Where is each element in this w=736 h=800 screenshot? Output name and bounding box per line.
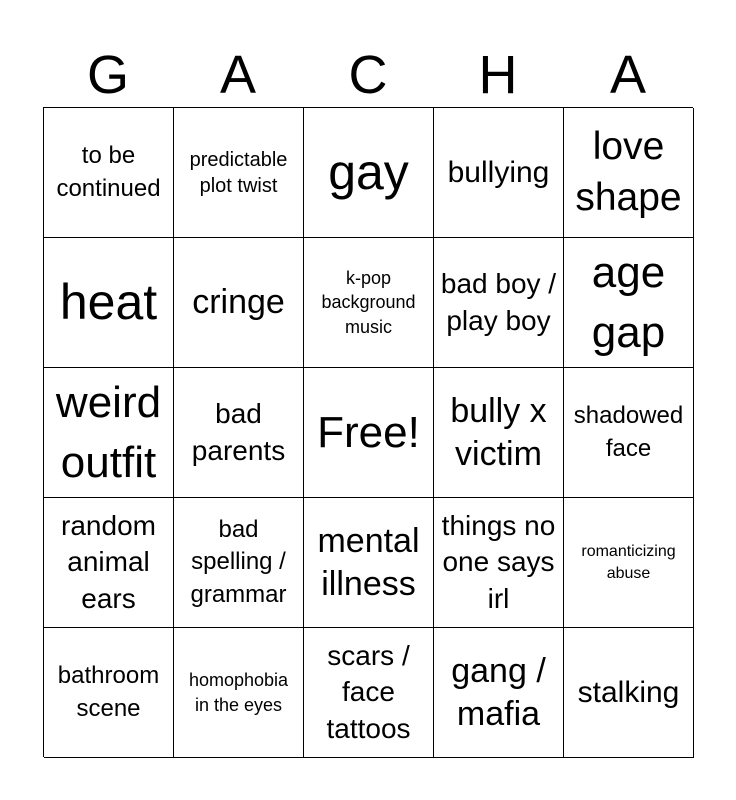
free-space[interactable] [304,368,434,498]
cell-label: stalking [577,675,680,709]
cell-label: gay [328,144,409,200]
bingo-cell[interactable] [174,108,304,238]
bingo-cell[interactable] [304,108,434,238]
cell-label: Free! [317,407,420,457]
cell-label: love shape [575,124,682,219]
cell-label: age gap [591,248,666,357]
bingo-cell[interactable] [174,498,304,628]
bingo-board [43,107,693,757]
cell-label: bad parents [191,398,286,466]
bingo-cell[interactable] [564,368,694,498]
bingo-cell[interactable] [304,498,434,628]
bingo-cell[interactable] [434,238,564,368]
header-letter-a: A [219,45,257,105]
bingo-cell[interactable] [174,628,304,758]
cell-label: to be continued [56,142,161,202]
header-letter-a2: A [609,45,647,105]
cell-label: scars / face tattoos [326,639,411,744]
bingo-cell[interactable] [174,368,304,498]
bingo-cell[interactable] [564,628,694,758]
cell-label: bullying [447,155,550,189]
cell-label: bad boy / play boy [440,268,557,336]
bingo-cell[interactable] [44,238,174,368]
cell-label: things no one says irl [441,509,556,614]
bingo-cell[interactable] [434,108,564,238]
cell-label: romanticizing abuse [581,542,676,582]
bingo-cell[interactable] [44,368,174,498]
cell-label: random animal ears [61,509,156,614]
bingo-cell[interactable] [44,628,174,758]
bingo-cell[interactable] [434,368,564,498]
bingo-cell[interactable] [304,238,434,368]
cell-label: cringe [192,283,285,322]
cell-label: homophobia in the eyes [188,670,289,715]
header-letter-h: H [478,45,518,105]
bingo-cell[interactable] [434,628,564,758]
bingo-cell[interactable] [174,238,304,368]
cell-label: mental illness [317,522,420,603]
cell-label: predictable plot twist [189,148,288,197]
bingo-cell[interactable] [564,238,694,368]
cell-label: bathroom scene [57,662,160,722]
header-letter-c: C [348,45,388,105]
cell-label: weird outfit [55,378,162,487]
bingo-cell[interactable] [434,498,564,628]
bingo-header [43,44,693,106]
bingo-cell[interactable] [564,108,694,238]
cell-label: heat [59,274,158,330]
bingo-cell[interactable] [304,628,434,758]
cell-label: bad spelling / grammar [190,515,287,608]
bingo-cell[interactable] [44,108,174,238]
cell-label: k-pop background music [321,268,416,337]
cell-label: bully x victim [450,392,547,473]
header-letter-g: G [86,45,129,105]
bingo-cell[interactable] [44,498,174,628]
cell-label: shadowed face [573,402,684,462]
bingo-cell[interactable] [564,498,694,628]
cell-label: gang / mafia [451,652,546,733]
